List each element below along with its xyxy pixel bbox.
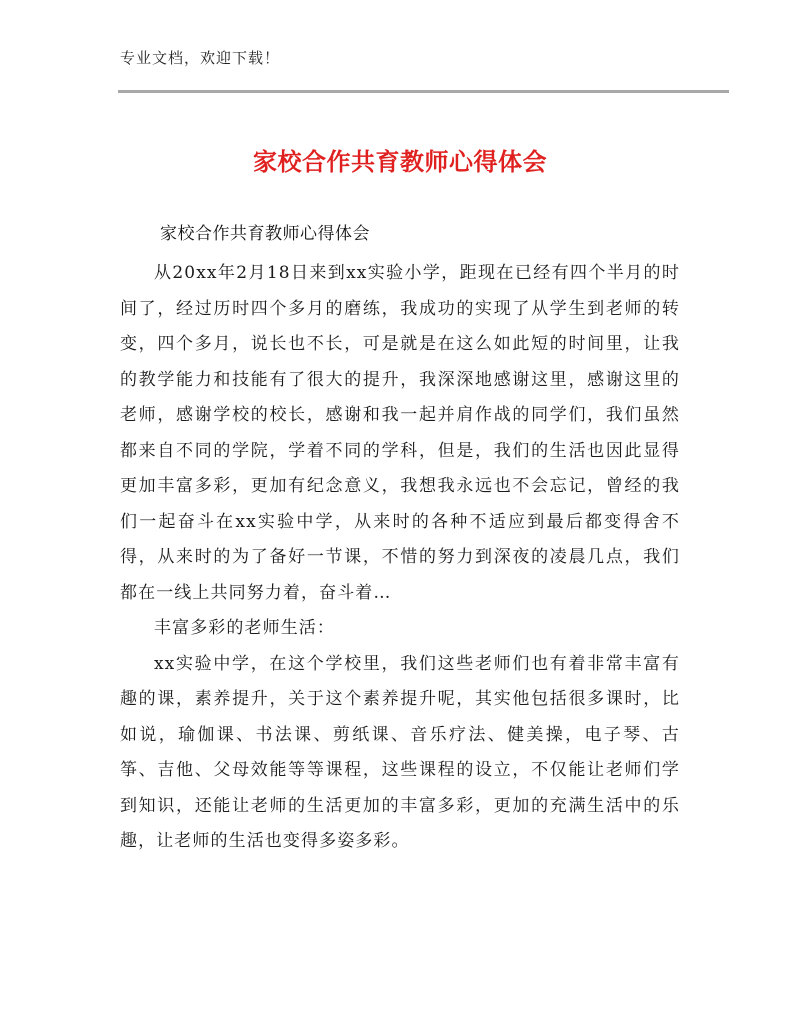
document-body: [120, 256, 680, 860]
paragraph-2: 丰富多彩的老师生活：: [154, 618, 335, 638]
header-note: 专业文档，欢迎下载！: [120, 49, 281, 67]
paragraph-1: 从20xx年2月18日来到xx实验小学，距现在已经有四个半月的时间了，经过历时四个多月的磨练，我成功的实现了从学生到老师的转变，四个多月，说长也不长，可是就是在这么如此短的时间里，让我的教学能力和技能有了很大的提升，我深深地感谢这里，感谢这里的老师，感谢学校的校长，感谢和我一起并肩作战的同学们，我们虽然都来自不同的学院，学着不同的学科，但是，我们的生活也因此显得更加丰富多彩，更加有纪念意义，我想我永远也不会忘记，曾经的我们一起奋斗在xx实验中学，从来时的各种不适应到最后都变得舍不得，从来时的为了备好一节课，不惜的努力到深夜的凌晨几点，我们都在一线上共同努力着，奋斗着…: [120, 263, 680, 603]
document-subtitle: 家校合作共育教师心得体会: [160, 224, 370, 244]
paragraph-3: xx实验中学，在这个学校里，我们这些老师们也有着非常丰富有趣的课，素养提升，关于这个素养提升呢，其实他包括很多课时，比如说，瑜伽课、书法课、剪纸课、音乐疗法、健美操，电子琴、古筝、吉他、父母效能等等课程，这些课程的设立，不仅能让老师们学到知识，还能让老师的生活更加的丰富多彩，更加的充满生活中的乐趣，让老师的生活也变得多姿多彩。: [120, 653, 680, 851]
document-title: 家校合作共育教师心得体会: [253, 148, 547, 176]
header-divider: [118, 90, 729, 93]
